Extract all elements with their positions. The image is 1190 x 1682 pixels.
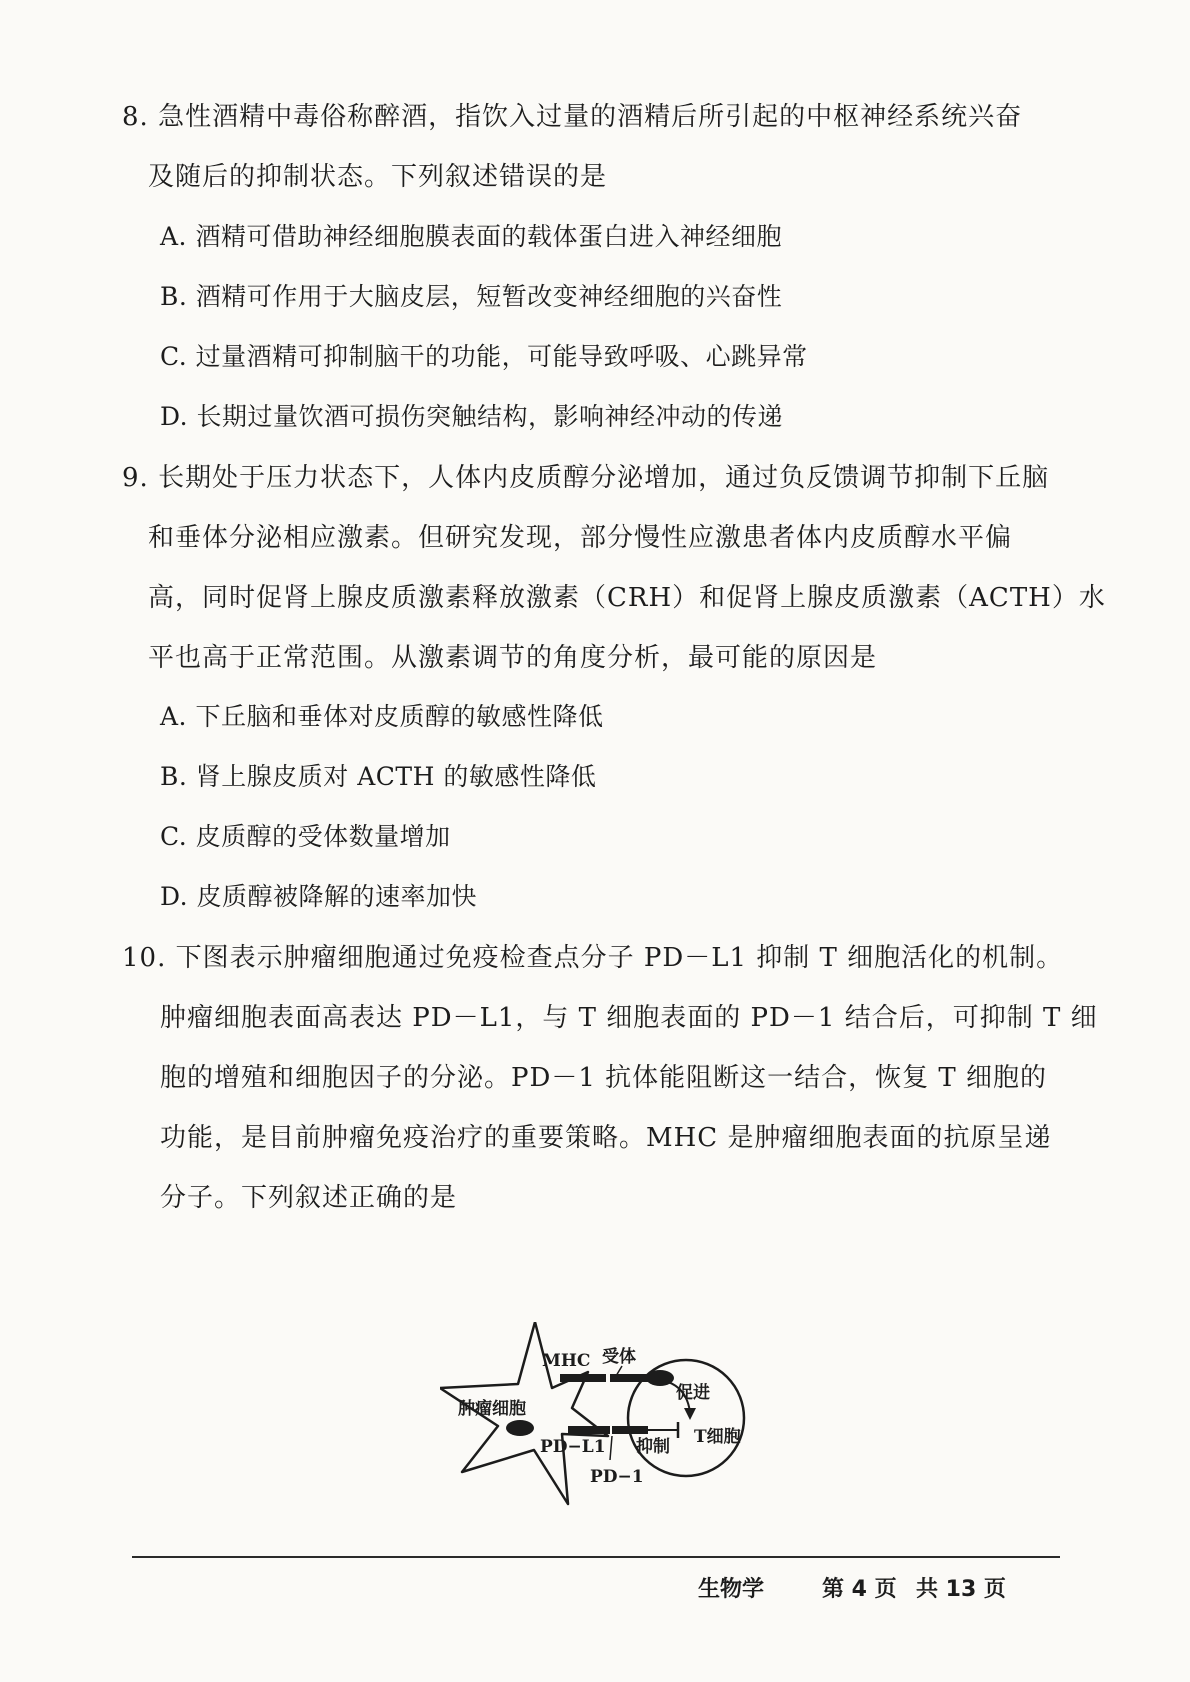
question-8-stem-line-1: 8. 急性酒精中毒俗称醉酒，指饮入过量的酒精后所引起的中枢神经系统兴奋: [122, 102, 1023, 132]
immune-checkpoint-diagram: [440, 1322, 780, 1512]
question-9-stem-line-4: 平也高于正常范围。从激素调节的角度分析，最可能的原因是: [148, 643, 878, 673]
inhibit-label: 抑制: [636, 1437, 670, 1457]
question-9-option-b: B. 肾上腺皮质对 ACTH 的敏感性降低: [160, 762, 597, 791]
footer-subject: 生物学: [698, 1577, 765, 1602]
question-10-stem-line-4: 功能，是目前肿瘤免疫治疗的重要策略。MHC 是肿瘤细胞表面的抗原呈递: [160, 1123, 1052, 1153]
question-8-option-d: D. 长期过量饮酒可损伤突触结构，影响神经冲动的传递: [160, 402, 784, 431]
question-8-stem-line-2: 及随后的抑制状态。下列叙述错误的是: [148, 162, 608, 192]
question-9-stem-line-3: 高，同时促肾上腺皮质激素释放激素（CRH）和促肾上腺皮质激素（ACTH）水: [148, 583, 1106, 613]
promote-label: 促进: [676, 1383, 710, 1403]
pd-l1-label: PD−L1: [540, 1437, 606, 1457]
pd-1-label-leader: [610, 1436, 612, 1460]
receptor-molecule: [610, 1374, 660, 1382]
promote-arrowhead: [684, 1408, 696, 1420]
question-9-option-c: C. 皮质醇的受体数量增加: [160, 822, 451, 851]
question-10-stem-line-1: 10. 下图表示肿瘤细胞通过免疫检查点分子 PD－L1 抑制 T 细胞活化的机制。: [122, 943, 1064, 973]
question-10-stem-line-5: 分子。下列叙述正确的是: [160, 1183, 458, 1213]
footer-total-pages: 共 13 页: [916, 1577, 1006, 1602]
receptor-label: 受体: [602, 1347, 636, 1367]
question-9-stem-line-2: 和垂体分泌相应激素。但研究发现，部分慢性应激患者体内皮质醇水平偏: [148, 523, 1013, 553]
question-9-option-d: D. 皮质醇被降解的速率加快: [160, 882, 478, 911]
mhc-label: MHC: [542, 1351, 591, 1371]
tumor-cell-nucleus: [506, 1420, 534, 1436]
footer-page-number: 第 4 页: [822, 1577, 897, 1602]
pd-1-label: PD−1: [590, 1467, 644, 1487]
tumor-cell-label: 肿瘤细胞: [458, 1399, 526, 1419]
question-9-option-a: A. 下丘脑和垂体对皮质醇的敏感性降低: [160, 702, 604, 731]
question-8-option-a: A. 酒精可借助神经细胞膜表面的载体蛋白进入神经细胞: [160, 222, 782, 251]
footer-divider: [132, 1556, 1060, 1558]
question-8-option-b: B. 酒精可作用于大脑皮层，短暂改变神经细胞的兴奋性: [160, 282, 783, 311]
question-10-stem-line-2: 肿瘤细胞表面高表达 PD－L1，与 T 细胞表面的 PD－1 结合后，可抑制 T 细: [160, 1003, 1098, 1033]
question-8-option-c: C. 过量酒精可抑制脑干的功能，可能导致呼吸、心跳异常: [160, 342, 808, 371]
pd-l1-molecule: [568, 1426, 610, 1434]
t-cell-label: T细胞: [694, 1427, 741, 1447]
question-9-stem-line-1: 9. 长期处于压力状态下，人体内皮质醇分泌增加，通过负反馈调节抑制下丘脑: [122, 463, 1050, 493]
question-10-stem-line-3: 胞的增殖和细胞因子的分泌。PD－1 抗体能阻断这一结合，恢复 T 细胞的: [160, 1063, 1048, 1093]
pd-1-molecule: [612, 1426, 648, 1434]
mhc-molecule: [560, 1374, 606, 1382]
